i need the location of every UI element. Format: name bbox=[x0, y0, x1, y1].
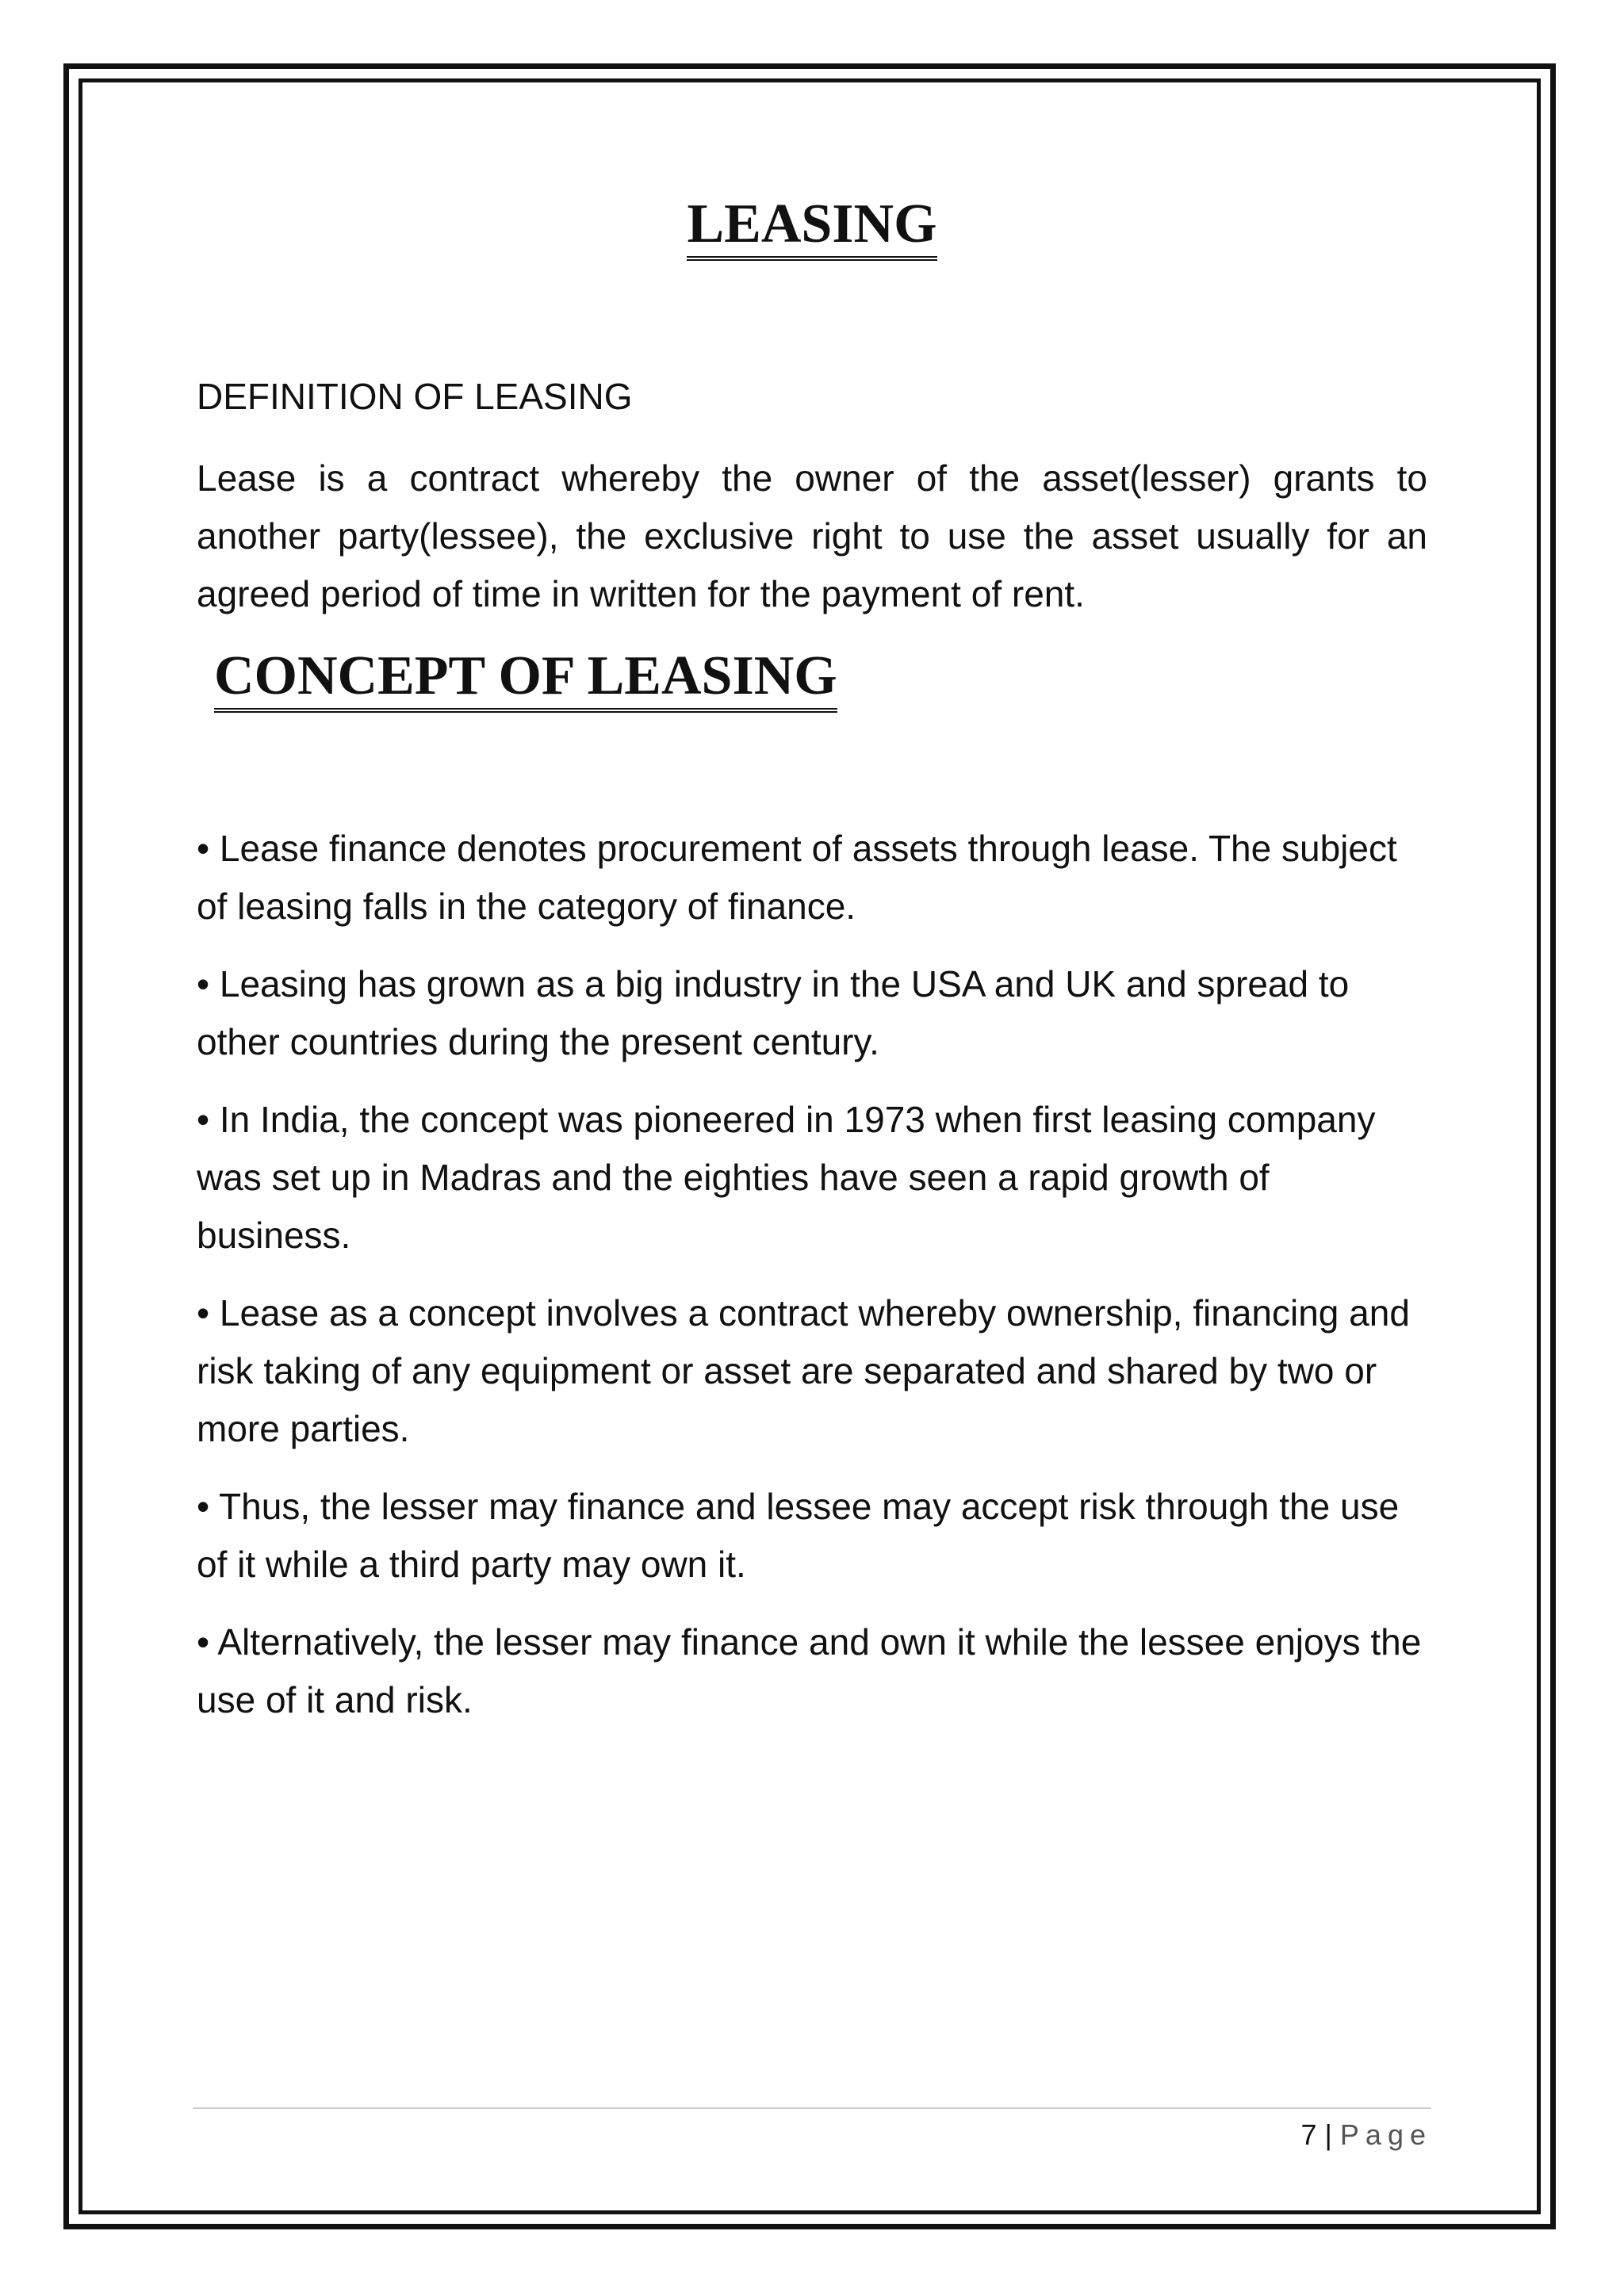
concept-heading bbox=[214, 641, 837, 712]
bullet-item: • In India, the concept was pioneered in 1973 when first leasing company was set up in Madras and the eighties have seen a rapid growth of business. bbox=[197, 1099, 1376, 1256]
footer-divider bbox=[193, 2107, 1431, 2109]
bullet-item: • Thus, the lesser may finance and lessee may accept risk through the use of it while a third party may own it. bbox=[197, 1486, 1400, 1585]
page-title-text: LEASING bbox=[687, 193, 936, 261]
bullet-item: • Alternatively, the lesser may finance and own it while the lessee enjoys the use of it and risk. bbox=[197, 1621, 1422, 1720]
page-label: Page bbox=[1339, 2118, 1432, 2151]
definition-paragraph: Lease is a contract whereby the owner of the asset(lesser) grants to another party(lessee), the exclusive right to use the asset usually for an agreed period of time in written for the payment of rent. bbox=[197, 457, 1427, 614]
page-number: 7 bbox=[1300, 2118, 1317, 2151]
bullet-item: • Leasing has grown as a big industry in the USA and UK and spread to other countries during the present century. bbox=[197, 963, 1350, 1062]
page-footer bbox=[1301, 2115, 1433, 2155]
bullet-item: • Lease as a concept involves a contract whereby ownership, financing and risk taking of any equipment or asset are separated and shared by two or more parties. bbox=[197, 1292, 1410, 1449]
definition-heading: DEFINITION OF LEASING bbox=[197, 376, 633, 417]
footer-separator: | bbox=[1324, 2118, 1332, 2151]
concept-bullet-list bbox=[197, 820, 1427, 1749]
bullet-item: • Lease finance denotes procurement of assets through lease. The subject of leasing falls in the category of finance. bbox=[197, 828, 1397, 927]
page-title bbox=[0, 189, 1624, 260]
concept-heading-text: CONCEPT OF LEASING bbox=[214, 645, 837, 713]
